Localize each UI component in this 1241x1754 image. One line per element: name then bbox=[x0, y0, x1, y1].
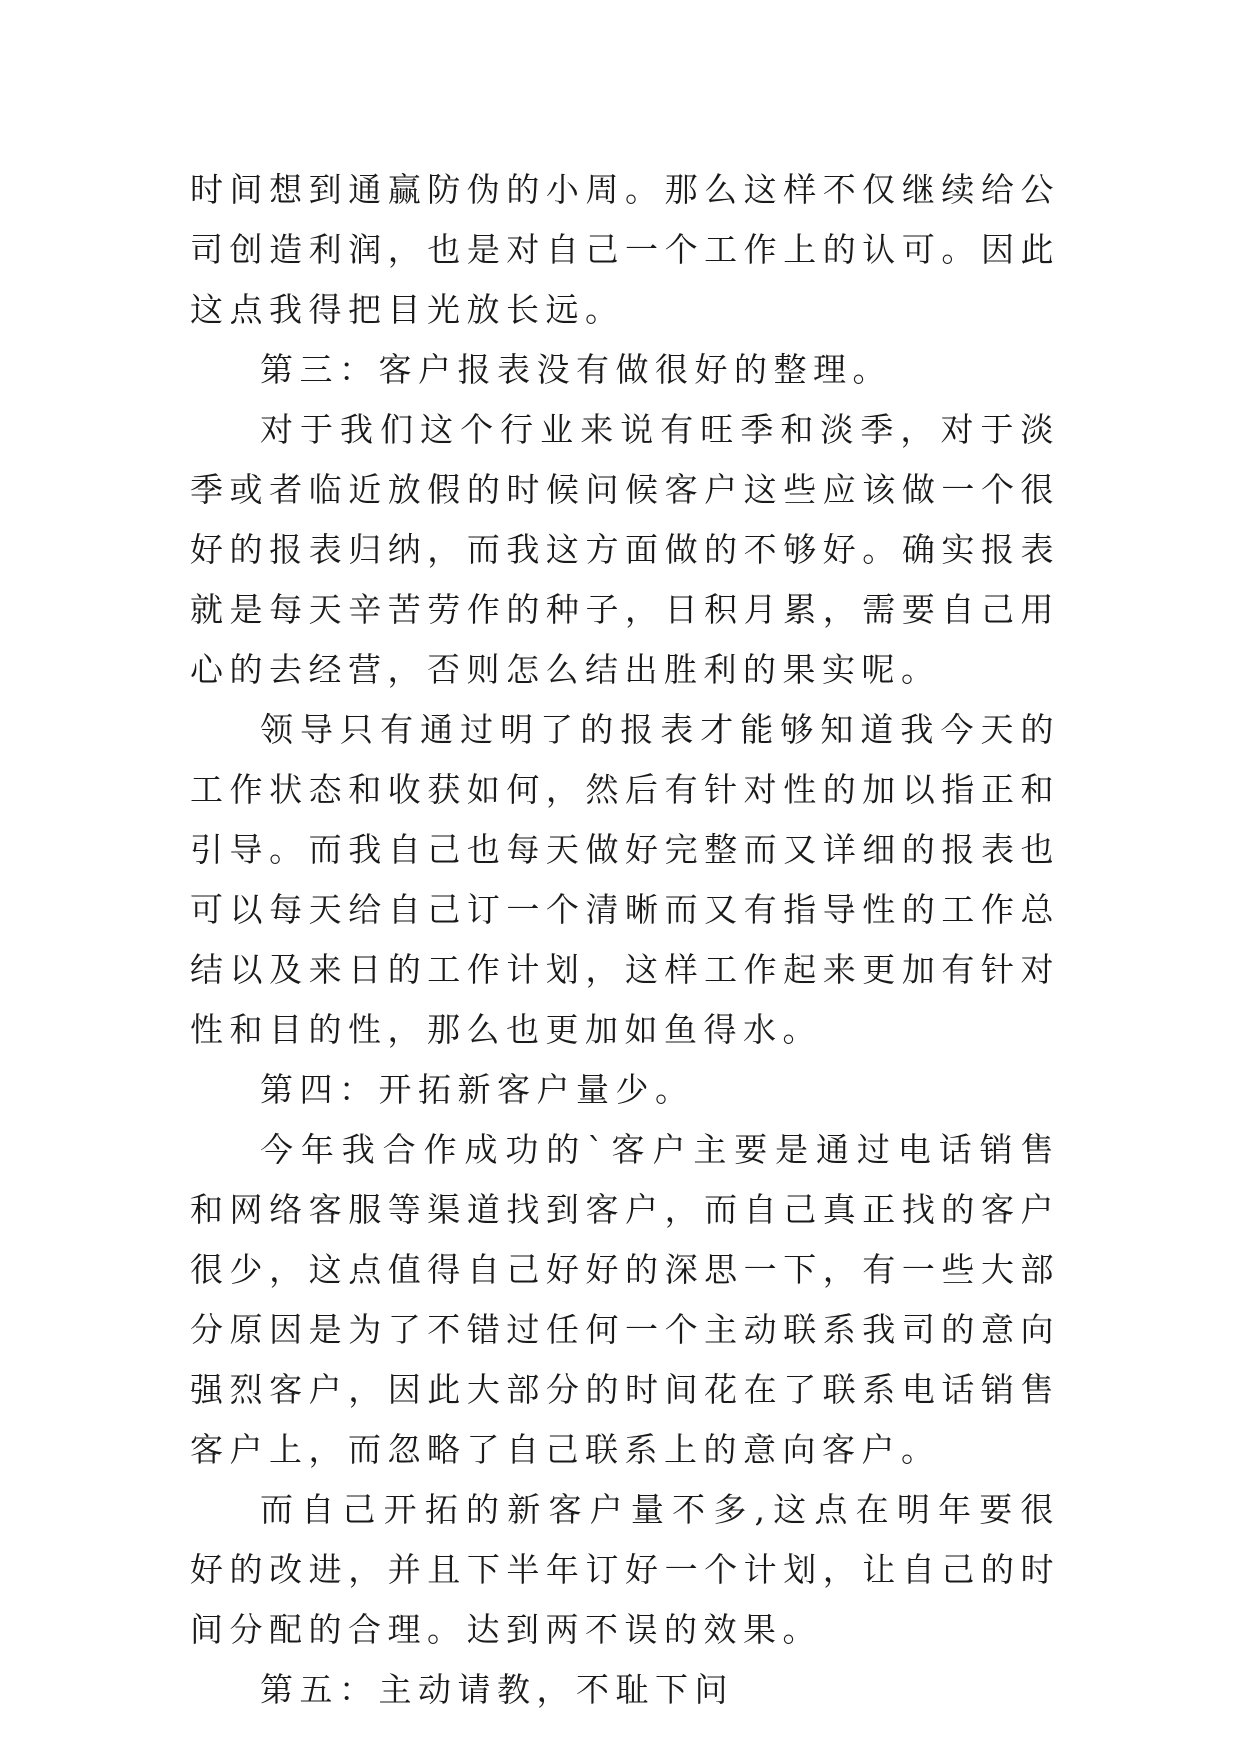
body-text bbox=[190, 160, 1060, 1720]
paragraph: 对于我们这个行业来说有旺季和淡季，对于淡季或者临近放假的时候问候客户这些应该做一个很好的报表归纳，而我这方面做的不够好。确实报表就是每天辛苦劳作的种子，日积月累，需要自己用心的去经营，否则怎么结出胜利的果实呢。 bbox=[190, 410, 1060, 689]
paragraph: 而自己开拓的新客户量不多,这点在明年要很好的改进，并且下半年订好一个计划，让自己的时间分配的合理。达到两不误的效果。 bbox=[190, 1490, 1060, 1649]
section-heading-fifth: 第五：主动请教，不耻下问 bbox=[260, 1670, 734, 1709]
paragraph: 今年我合作成功的`客户主要是通过电话销售和网络客服等渠道找到客户，而自己真正找的客户很少，这点值得自己好好的深思一下，有一些大部分原因是为了不错过任何一个主动联系我司的意向强烈客户，因此大部分的时间花在了联系电话销售客户上，而忽略了自己联系上的意向客户。 bbox=[190, 1130, 1060, 1469]
paragraph: 时间想到通赢防伪的小周。那么这样不仅继续给公司创造利润，也是对自己一个工作上的认可。因此这点我得把目光放长远。 bbox=[190, 170, 1060, 329]
paragraph: 领导只有通过明了的报表才能够知道我今天的工作状态和收获如何，然后有针对性的加以指正和引导。而我自己也每天做好完整而又详细的报表也可以每天给自己订一个清晰而又有指导性的工作总结以及来日的工作计划，这样工作起来更加有针对性和目的性，那么也更加如鱼得水。 bbox=[190, 710, 1060, 1049]
section-heading-third: 第三：客户报表没有做很好的整理。 bbox=[260, 350, 892, 389]
section-heading-fourth: 第四：开拓新客户量少。 bbox=[260, 1070, 695, 1109]
